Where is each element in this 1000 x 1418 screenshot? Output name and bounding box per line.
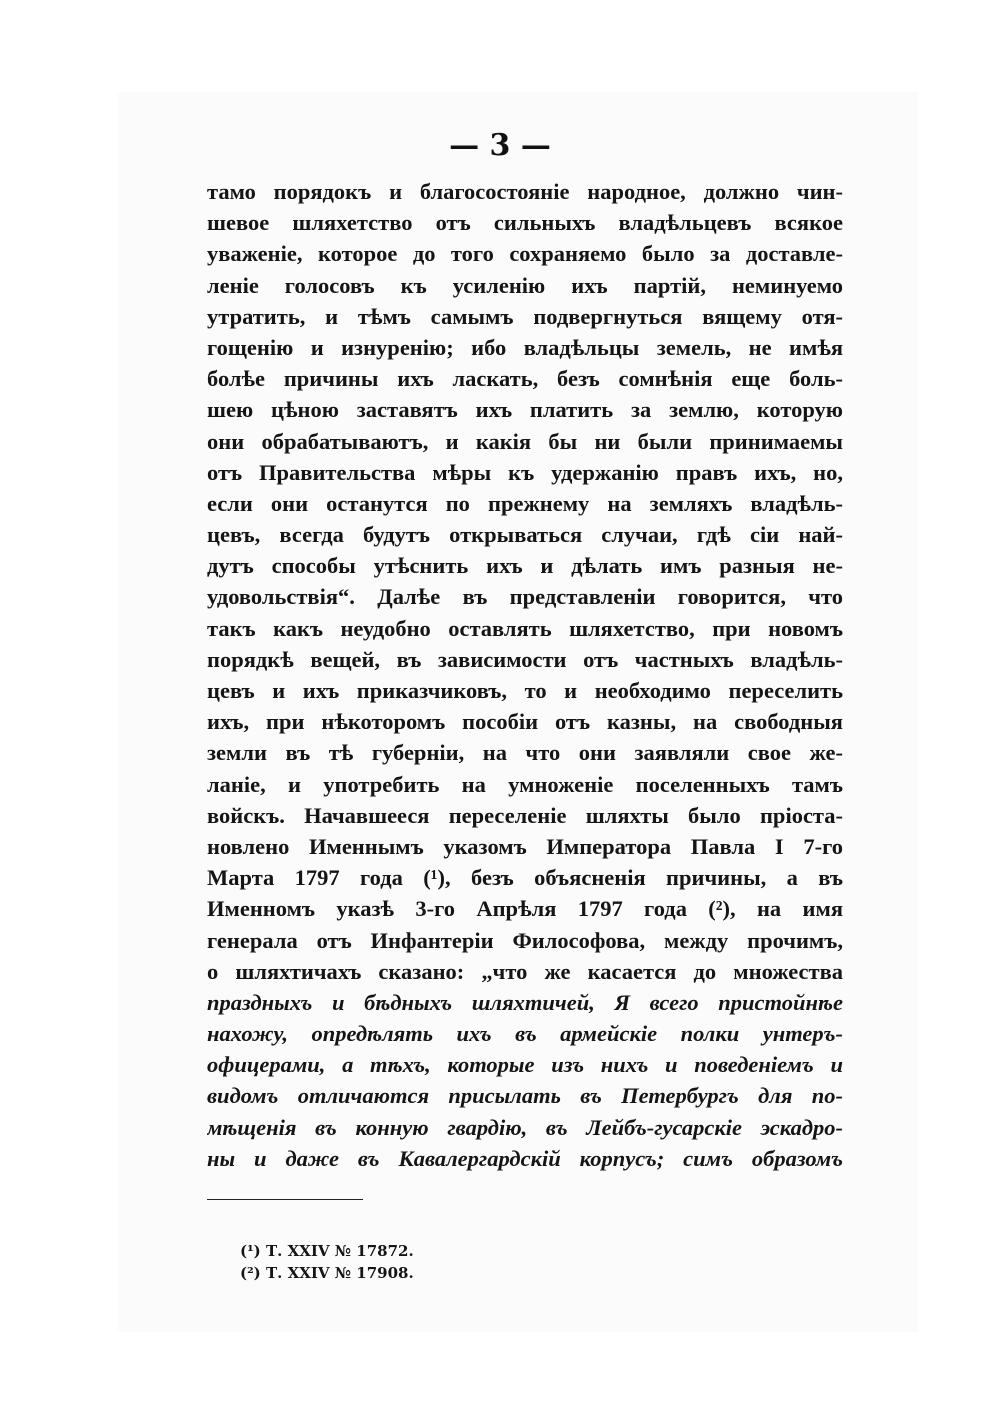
footnote-1: (¹) Т. XXIV № 17872. bbox=[240, 1242, 414, 1260]
text-line: тамо порядокъ и благосостояніе народное, должно чин- bbox=[207, 179, 843, 204]
text-line: утратить, и тѣмъ самымъ подвергнуться вящему отя- bbox=[207, 303, 843, 329]
text-line: уваженіе, которое до того сохраняемо было за доставле- bbox=[207, 241, 843, 267]
text-line: шевое шляхетство отъ сильныхъ владѣльцевъ всякое bbox=[207, 210, 843, 236]
text-line: Именномъ указѣ 3-го Апрѣля 1797 года (²), на имя bbox=[207, 896, 843, 922]
body-text bbox=[207, 176, 843, 1174]
text-line: цевъ и ихъ приказчиковъ, то и необходимо переселить bbox=[207, 678, 843, 703]
text-line: новлено Именнымъ указомъ Императора Павла I 7-го bbox=[207, 833, 843, 859]
text-line: дутъ способы утѣснить ихъ и дѣлать имъ разныя не- bbox=[207, 553, 843, 579]
footnotes bbox=[240, 1240, 414, 1284]
text-line: Марта 1797 года (¹), безъ объясненія причины, а въ bbox=[207, 865, 843, 891]
text-line: порядкѣ вещей, въ зависимости отъ частныхъ владѣль- bbox=[207, 646, 843, 672]
text-line: отъ Правительства мѣры къ удержанію правъ ихъ, но, bbox=[207, 459, 843, 485]
text-line: они обрабатываютъ, и какія бы ни были принимаемы bbox=[207, 428, 843, 454]
quoted-text-line: мѣщенія въ конную гвардію, въ Лейбъ-гусарскіе эскадро- bbox=[207, 1114, 843, 1140]
footnote-divider bbox=[207, 1199, 363, 1200]
text-line: удовольствія“. Далѣе въ представленіи говорится, что bbox=[207, 584, 843, 610]
page-number: — 3 — bbox=[449, 128, 551, 163]
text-line: шею цѣною заставятъ ихъ платить за землю, которую bbox=[207, 397, 843, 423]
text-line: ланіе, и употребить на умноженіе поселенныхъ тамъ bbox=[207, 771, 843, 797]
text-line: гощенію и изнуренію; ибо владѣльцы земель, не имѣя bbox=[207, 334, 843, 360]
quoted-text-line: праздныхъ и бѣдныхъ шляхтичей, Я всего пристойнѣе bbox=[207, 989, 843, 1015]
quoted-text-line: видомъ отличаются присылать въ Петербургъ для по- bbox=[207, 1083, 843, 1109]
text-line: войскъ. Начавшееся переселеніе шляхты было пріоста- bbox=[207, 802, 843, 828]
text-line: цевъ, всегда будутъ открываться случаи, гдѣ сіи най- bbox=[207, 522, 843, 548]
text-line: если они останутся по прежнему на земляхъ владѣль- bbox=[207, 490, 843, 516]
text-line: земли въ тѣ губерніи, на что они заявляли свое же- bbox=[207, 740, 843, 766]
text-line: генерала отъ Инфантеріи Философова, между прочимъ, bbox=[207, 927, 843, 953]
quoted-text-line: офицерами, а тѣхъ, которые изъ нихъ и поведеніемъ и bbox=[207, 1052, 843, 1078]
text-line: такъ какъ неудобно оставлять шляхетство, при новомъ bbox=[207, 615, 843, 641]
quoted-text-line: нахожу, опредѣлять ихъ въ армейскіе полки унтеръ- bbox=[207, 1021, 843, 1047]
text-line: леніе голосовъ къ усиленію ихъ партій, неминуемо bbox=[207, 272, 843, 298]
quoted-text-line: ны и даже въ Кавалергардскій корпусъ; симъ образомъ bbox=[207, 1145, 843, 1171]
footnote-2: (²) Т. XXIV № 17908. bbox=[240, 1264, 414, 1282]
text-line: ихъ, при нѣкоторомъ пособіи отъ казны, на свободныя bbox=[207, 709, 843, 735]
text-line: болѣе причины ихъ ласкать, безъ сомнѣнія еще боль- bbox=[207, 366, 843, 392]
text-line: о шляхтичахъ сказано: „что же касается до множества bbox=[207, 958, 843, 984]
